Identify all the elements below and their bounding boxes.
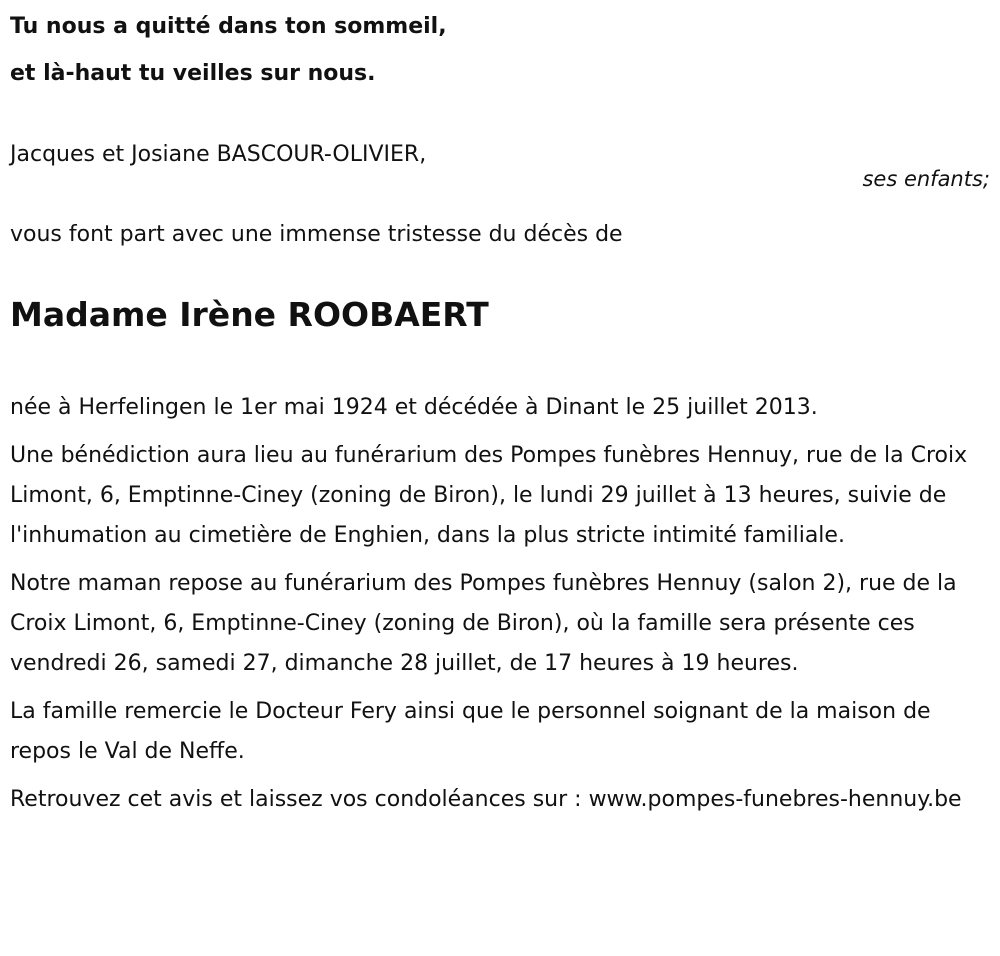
birth-death-paragraph: née à Herfelingen le 1er mai 1924 et décédée à Dinant le 25 juillet 2013. [10,395,818,420]
ceremony-paragraph: Une bénédiction aura lieu au funérarium des Pompes funèbres Hennuy, rue de la Croix Limont, 6, Emptinne-Ciney (zoning de Biron), le lundi 29 juillet à 13 heures, suivie de l'inhumation au cimetière de Enghien, dans la plus stricte intimité familiale. [10,443,968,548]
thanks-paragraph: La famille remercie le Docteur Fery ainsi que le personnel soignant de la maison de repos le Val de Neffe. [10,699,931,764]
notice-body [10,388,990,828]
condolences-paragraph: Retrouvez cet avis et laissez vos condoléances sur : www.pompes-funebres-hennuy.be [10,787,962,812]
family-names: Jacques et Josiane BASCOUR-OLIVIER, [10,142,427,167]
announcement-line: vous font part avec une immense tristesse du décès de [10,222,623,247]
visitation-paragraph: Notre maman repose au funérarium des Pompes funèbres Hennuy (salon 2), rue de la Croix Limont, 6, Emptinne-Ciney (zoning de Biron), où la famille sera présente ces vendredi 26, samedi 27, dimanche 28 juillet, de 17 heures à 19 heures. [10,571,957,676]
epigraph-line-2: et là-haut tu veilles sur nous. [10,61,376,86]
epigraph-line-1: Tu nous a quitté dans ton sommeil, [10,14,447,39]
deceased-name: Madame Irène ROOBAERT [10,295,489,334]
family-relation: ses enfants; [862,167,990,191]
